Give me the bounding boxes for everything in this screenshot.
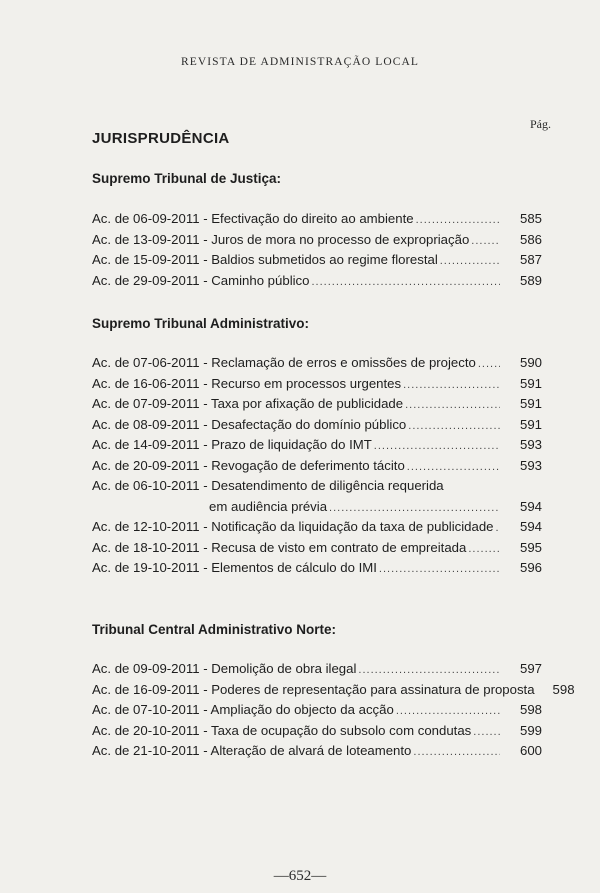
section-title: JURISPRUDÊNCIA <box>92 130 230 147</box>
entry-title: Ac. de 19-10-2011 - Elementos de cálculo do IMI <box>92 560 377 575</box>
entry-page: 589 <box>519 272 542 288</box>
entry-title: Ac. de 06-09-2011 - Efectivação do direito ao ambiente <box>92 211 414 226</box>
entry-title: Ac. de 13-09-2011 - Juros de mora no processo de expropriação <box>92 231 470 247</box>
entry-page: 593 <box>519 437 542 452</box>
leader-dots <box>358 660 500 681</box>
entry-page: 597 <box>519 661 542 676</box>
entry-page: 586 <box>519 231 542 247</box>
leader-dots <box>408 416 500 437</box>
toc-entry <box>92 659 542 680</box>
court-heading: Supremo Tribunal Administrativo: <box>92 316 310 331</box>
leader-dots <box>405 395 500 416</box>
toc-entry <box>92 700 542 721</box>
toc-entry <box>92 353 542 374</box>
entry-page: 593 <box>519 457 542 473</box>
entry-title: Ac. de 12-10-2011 - Notificação da liquidação da taxa de publicidade <box>92 519 494 534</box>
toc-entry <box>92 680 575 701</box>
entry-page: 591 <box>519 375 542 391</box>
toc-entry <box>92 250 542 271</box>
entry-page: 598 <box>552 681 575 697</box>
toc-entry <box>92 476 542 497</box>
entry-title: Ac. de 07-06-2011 - Reclamação de erros e omissões de projecto <box>92 355 476 370</box>
entry-page: 591 <box>519 416 542 432</box>
entry-page: 591 <box>519 396 542 411</box>
toc-entry <box>92 517 542 538</box>
court-section-sta <box>92 314 542 579</box>
entry-list <box>92 659 575 762</box>
page-number: —652— <box>273 868 327 884</box>
entry-page: 585 <box>519 211 542 226</box>
entry-title: Ac. de 16-09-2011 - Poderes de representação para assinatura de proposta <box>92 681 535 697</box>
running-head: REVISTA DE ADMINISTRAÇÃO LOCAL <box>180 56 420 68</box>
entry-title: Ac. de 21-10-2011 - Alteração de alvará de loteamento <box>92 743 412 758</box>
entry-title: Ac. de 08-09-2011 - Desafectação do domínio público <box>92 416 407 432</box>
leader-dots <box>440 251 500 272</box>
entry-title: Ac. de 16-06-2011 - Recurso em processos urgentes <box>92 375 402 391</box>
entry-title: Ac. de 07-09-2011 - Taxa por afixação de publicidade <box>92 396 404 411</box>
entry-title-continuation: em audiência prévia <box>209 498 328 514</box>
entry-page: 590 <box>519 355 542 370</box>
entry-title: Ac. de 15-09-2011 - Baldios submetidos ao regime florestal <box>92 252 438 267</box>
leader-dots <box>471 231 500 252</box>
leader-dots <box>396 701 500 722</box>
toc-entry-continuation <box>92 497 542 518</box>
leader-dots <box>496 518 500 539</box>
toc-entry <box>92 374 542 395</box>
entry-page: 596 <box>519 560 542 575</box>
entry-title: Ac. de 20-09-2011 - Revogação de deferimento tácito <box>92 457 405 473</box>
toc-entry <box>92 741 542 762</box>
entry-title: Ac. de 29-09-2011 - Caminho público <box>92 272 310 288</box>
entry-page: 598 <box>519 702 542 717</box>
entry-title: Ac. de 07-10-2011 - Ampliação do objecto da acção <box>92 702 394 717</box>
leader-dots <box>403 375 500 396</box>
entry-title: Ac. de 06-10-2011 - Desatendimento de diligência requerida <box>92 478 444 493</box>
entry-title: Ac. de 09-09-2011 - Demolição de obra ilegal <box>92 661 357 676</box>
court-section-stj <box>92 169 542 291</box>
leader-dots <box>413 742 500 763</box>
entry-list <box>92 209 542 291</box>
toc-entry <box>92 271 542 292</box>
leader-dots <box>416 210 500 231</box>
entry-page: 594 <box>519 519 542 534</box>
toc-entry <box>92 558 542 579</box>
toc-entry <box>92 415 542 436</box>
toc-entry <box>92 209 542 230</box>
court-heading: Tribunal Central Administrativo Norte: <box>92 622 337 637</box>
entry-page: 594 <box>519 498 542 514</box>
entry-page: 595 <box>519 539 542 555</box>
toc-entry <box>92 394 542 415</box>
leader-dots <box>468 539 500 560</box>
entry-title: Ac. de 14-09-2011 - Prazo de liquidação do IMT <box>92 437 372 452</box>
toc-entry <box>92 721 542 742</box>
toc-entry <box>92 456 542 477</box>
toc-entry <box>92 230 542 251</box>
leader-dots <box>379 559 500 580</box>
leader-dots <box>311 272 500 293</box>
leader-dots <box>374 436 500 457</box>
entry-list <box>92 353 542 579</box>
entry-page: 587 <box>519 252 542 267</box>
entry-title: Ac. de 20-10-2011 - Taxa de ocupação do subsolo com condutas <box>92 722 472 738</box>
entry-page: 599 <box>519 722 542 738</box>
court-heading: Supremo Tribunal de Justiça: <box>92 171 282 186</box>
entry-title: Ac. de 18-10-2011 - Recusa de visto em contrato de empreitada <box>92 539 467 555</box>
leader-dots <box>478 354 500 375</box>
leader-dots <box>473 722 500 743</box>
toc-entry <box>92 435 542 456</box>
court-section-tcan <box>92 620 575 762</box>
entry-page: 600 <box>519 743 542 758</box>
toc-entry <box>92 538 542 559</box>
page-column-label: Pág. <box>530 117 551 131</box>
leader-dots <box>329 498 500 519</box>
leader-dots <box>407 457 500 478</box>
